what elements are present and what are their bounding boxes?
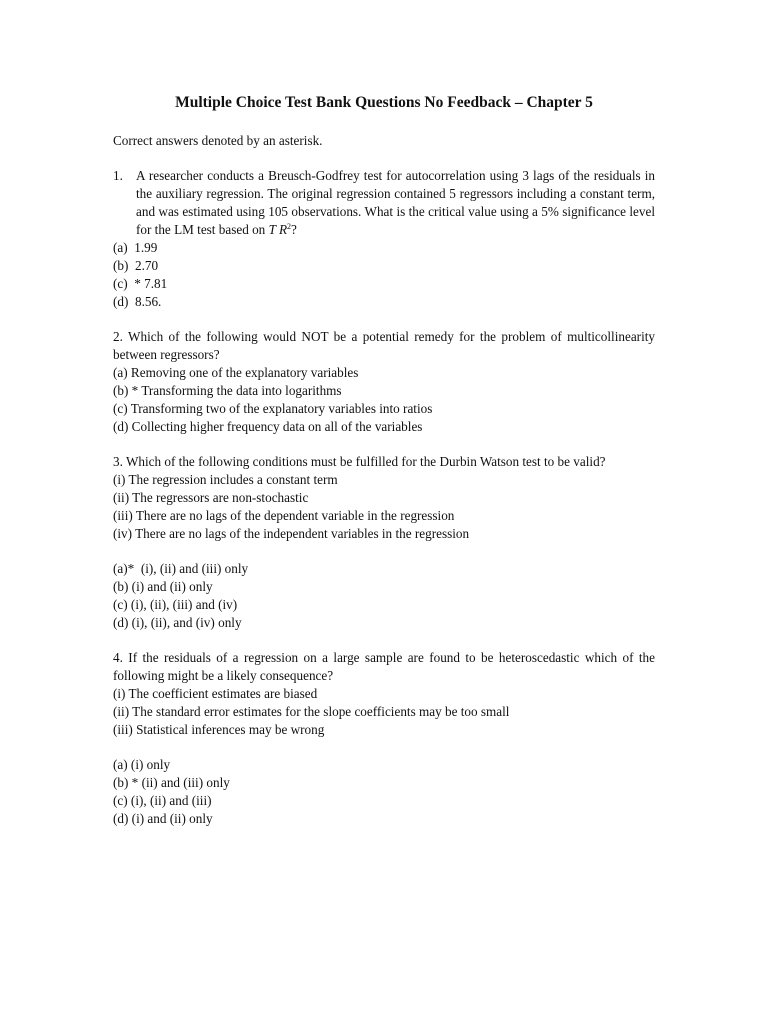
question-3-text: 3. Which of the following conditions must be fulfilled for the Durbin Watson test to be valid?: [113, 454, 606, 469]
option-item: (d) (i) and (ii) only: [113, 811, 213, 826]
question-1-body: A researcher conducts a Breusch-Godfrey test for autocorrelation using 3 lags of the residuals in the auxiliary regression. The original regression contained 5 regressors including a constant term, and was estimated using 105 observations. What is the critical value using a 5% significance level for the LM test based on: [136, 168, 655, 237]
question-1-options: [113, 239, 655, 311]
question-1-end: ?: [291, 222, 297, 237]
tr-superscript: 2: [287, 222, 292, 231]
condition-item: (i) The regression includes a constant term: [113, 472, 338, 487]
question-4-text: 4. If the residuals of a regression on a large sample are found to be heteroscedastic which of the following might be a likely consequence?: [113, 650, 655, 683]
option-item: (a) Removing one of the explanatory variables: [113, 365, 359, 380]
option-item: (c) (i), (ii), (iii) and (iv): [113, 597, 238, 612]
option-item: (a) (i) only: [113, 757, 171, 772]
condition-item: (iii) Statistical inferences may be wrong: [113, 722, 325, 737]
option-item: (d) 8.56.: [113, 294, 162, 309]
condition-item: (ii) The regressors are non-stochastic: [113, 490, 309, 505]
option-item: (b) 2.70: [113, 258, 159, 273]
condition-item: (ii) The standard error estimates for the slope coefficients may be too small: [113, 704, 510, 719]
question-1: [113, 167, 655, 239]
answer-note: Correct answers denoted by an asterisk.: [113, 133, 323, 148]
question-1-number: 1.: [113, 168, 123, 183]
option-item: (d) Collecting higher frequency data on all of the variables: [113, 419, 423, 434]
condition-item: (iv) There are no lags of the independent variables in the regression: [113, 526, 470, 541]
condition-item: (iii) There are no lags of the dependent variable in the regression: [113, 508, 455, 523]
tr-statistic: T R: [268, 222, 288, 237]
option-item: (c) Transforming two of the explanatory variables into ratios: [113, 401, 433, 416]
option-item: (a) 1.99: [113, 240, 158, 255]
option-item: (b) (i) and (ii) only: [113, 579, 213, 594]
question-3-conditions: [113, 471, 655, 543]
page-title: Multiple Choice Test Bank Questions No Feedback – Chapter 5: [175, 94, 593, 111]
option-item-correct: (b) * Transforming the data into logarithms: [113, 383, 342, 398]
document-body: [113, 132, 655, 828]
question-2-text: 2. Which of the following would NOT be a potential remedy for the problem of multicollinearity between regressors?: [113, 329, 655, 362]
option-item-correct: (a)* (i), (ii) and (iii) only: [113, 561, 249, 576]
option-item-correct: (b) * (ii) and (iii) only: [113, 775, 230, 790]
option-item: (c) (i), (ii) and (iii): [113, 793, 212, 808]
option-item: (d) (i), (ii), and (iv) only: [113, 615, 242, 630]
question-1-text: [136, 167, 655, 239]
condition-item: (i) The coefficient estimates are biased: [113, 686, 318, 701]
question-2-options: [113, 364, 655, 436]
option-item-correct: (c) * 7.81: [113, 276, 168, 291]
question-3-options: [113, 560, 655, 632]
question-4-conditions: [113, 685, 655, 739]
question-4-options: [113, 756, 655, 828]
